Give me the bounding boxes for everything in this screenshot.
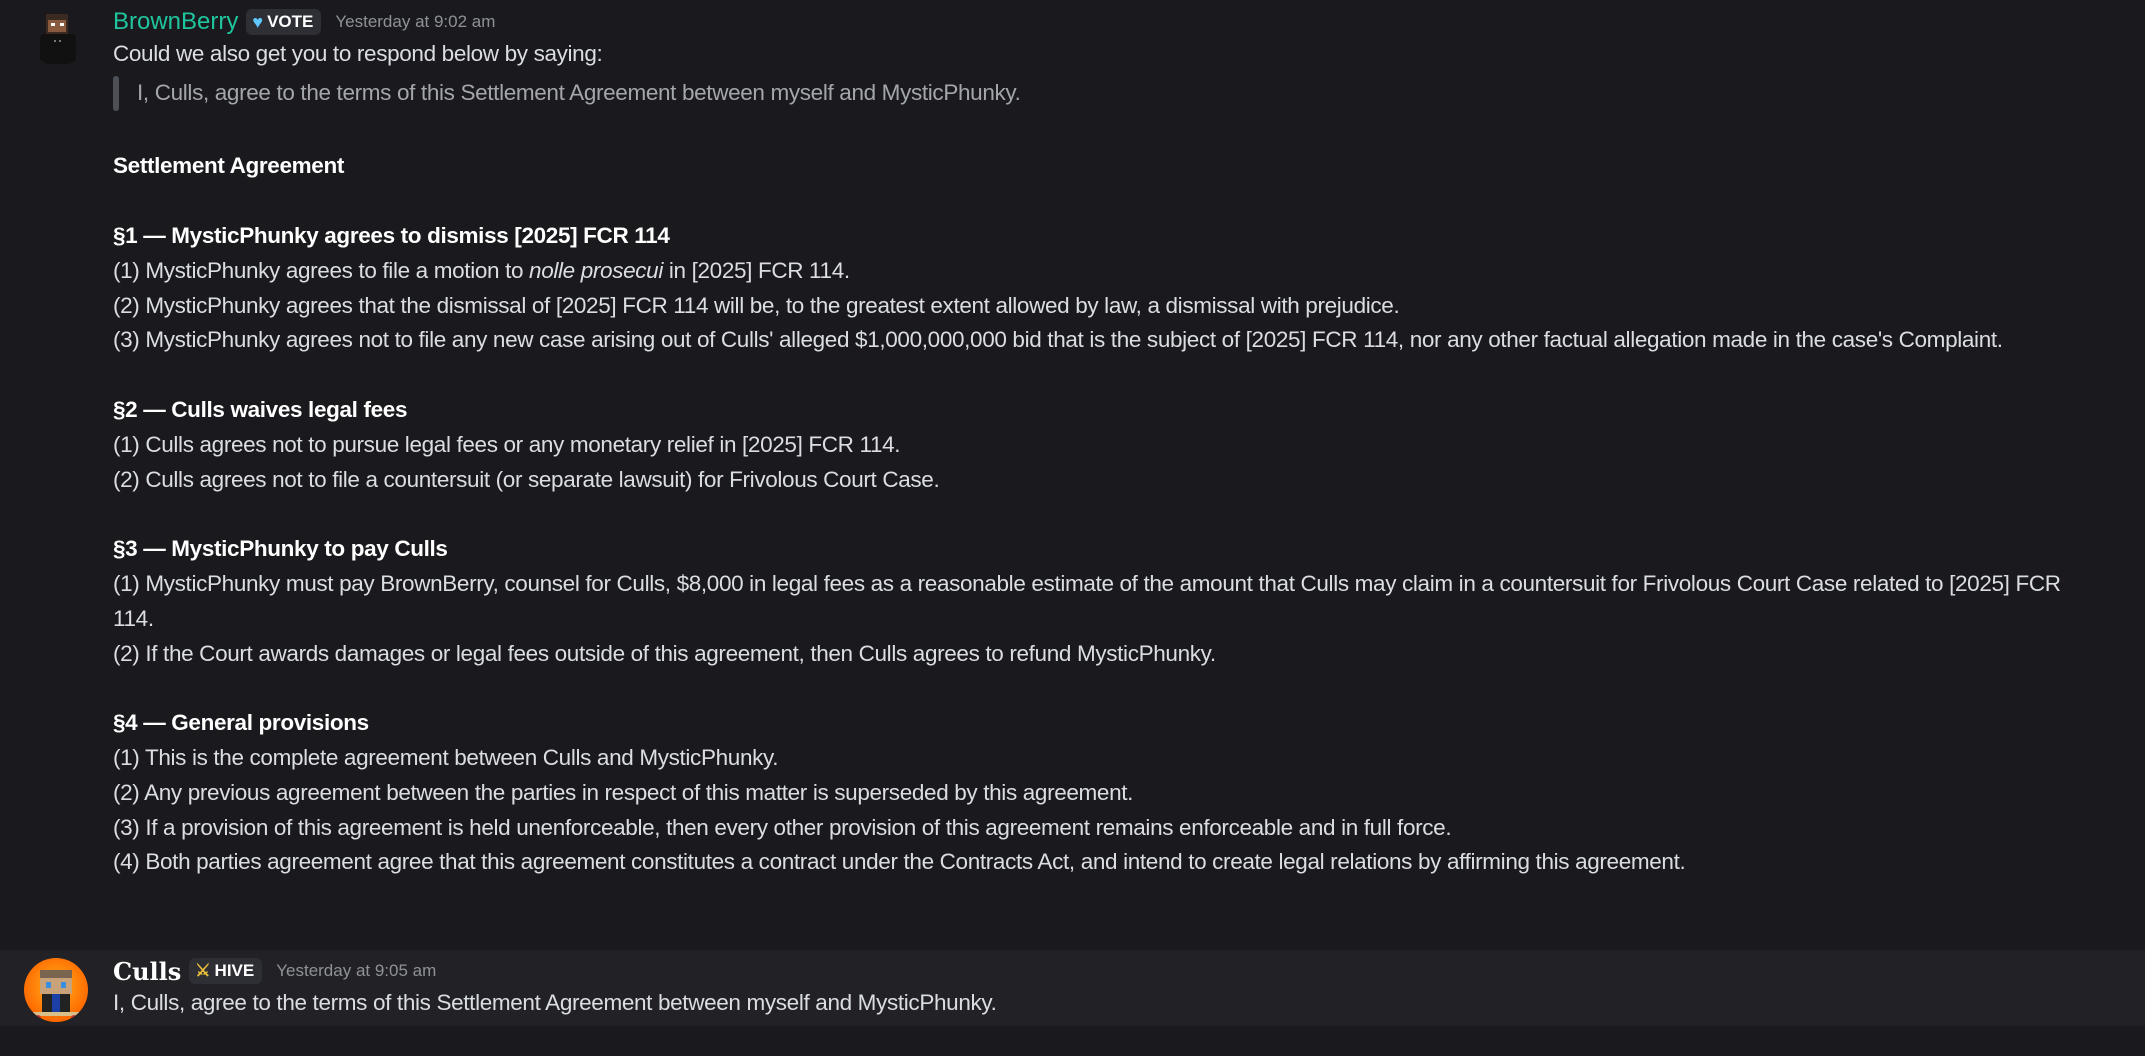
section-item: (1) MysticPhunky must pay BrownBerry, counsel for Culls, $8,000 in legal fees as a reasonable estimate of the amount that Culls may claim in a countersuit for Frivolous Court Case related to [2025] FCR 114. <box>113 570 2067 631</box>
section-item: (4) Both parties agreement agree that this agreement constitutes a contract under the Contracts Act, and intend to create legal relations by affirming this agreement. <box>113 849 1686 875</box>
item-text: (1) MysticPhunky agrees to file a motion to <box>113 257 530 283</box>
vote-badge[interactable] <box>246 9 321 35</box>
section-item: (2) Any previous agreement between the parties in respect of this matter is superseded by this agreement. <box>113 779 1134 805</box>
avatar[interactable] <box>24 958 88 1022</box>
heart-icon: ♥ <box>252 11 264 32</box>
author-name[interactable]: BrownBerry <box>113 8 239 35</box>
section-item: (3) MysticPhunky agrees not to file any new case arising out of Culls' alleged $1,000,000,000 bid that is the subject of [2025] FCR 114, nor any other factual allegation made in the case's Complaint. <box>113 327 2003 353</box>
section-item: (2) Culls agrees not to file a countersuit (or separate lawsuit) for Frivolous Court Case. <box>113 466 940 492</box>
section-heading: §4 — General provisions <box>113 710 369 736</box>
item-text: in [2025] FCR 114. <box>662 257 850 283</box>
section-item <box>113 254 2105 289</box>
message-culls <box>0 950 2145 1026</box>
blockquote <box>113 76 2105 111</box>
section-item: (1) Culls agrees not to pursue legal fees or any monetary relief in [2025] FCR 114. <box>113 431 901 457</box>
agreement-sections <box>113 219 2105 880</box>
quote-text: I, Culls, agree to the terms of this Settlement Agreement between myself and MysticPhunky. <box>137 79 1021 105</box>
section-item: (3) If a provision of this agreement is held unenforceable, then every other provision of this agreement remains enforceable and in full force. <box>113 814 1452 840</box>
badge-label: HIVE <box>214 961 255 980</box>
timestamp: Yesterday at 9:02 am <box>335 12 496 31</box>
quote-bar <box>113 76 119 111</box>
avatar-image <box>30 10 86 66</box>
message-text: I, Culls, agree to the terms of this Settlement Agreement between myself and MysticPhunky. <box>113 990 997 1015</box>
avatar-image <box>24 958 88 1022</box>
message-intro: Could we also get you to respond below by saying: <box>113 41 603 66</box>
section-heading: §1 — MysticPhunky agrees to dismiss [2025] FCR 114 <box>113 222 670 248</box>
author-name[interactable]: Culls <box>113 956 182 986</box>
avatar[interactable] <box>30 10 86 66</box>
badge-label: VOTE <box>267 12 314 31</box>
timestamp: Yesterday at 9:05 am <box>276 961 437 980</box>
section-heading: §3 — MysticPhunky to pay Culls <box>113 536 448 562</box>
sword-icon: ⚔ <box>195 961 211 980</box>
section-item: (1) This is the complete agreement between Culls and MysticPhunky. <box>113 744 779 770</box>
emphasis-text: nolle prosecui <box>529 257 663 283</box>
hive-badge[interactable] <box>189 958 262 984</box>
section-item: (2) MysticPhunky agrees that the dismissal of [2025] FCR 114 will be, to the greatest extent allowed by law, a dismissal with prejudice. <box>113 292 1400 318</box>
agreement-title: Settlement Agreement <box>113 153 344 179</box>
section-heading: §2 — Culls waives legal fees <box>113 396 408 422</box>
section-item: (2) If the Court awards damages or legal fees outside of this agreement, then Culls agrees to refund MysticPhunky. <box>113 640 1216 666</box>
